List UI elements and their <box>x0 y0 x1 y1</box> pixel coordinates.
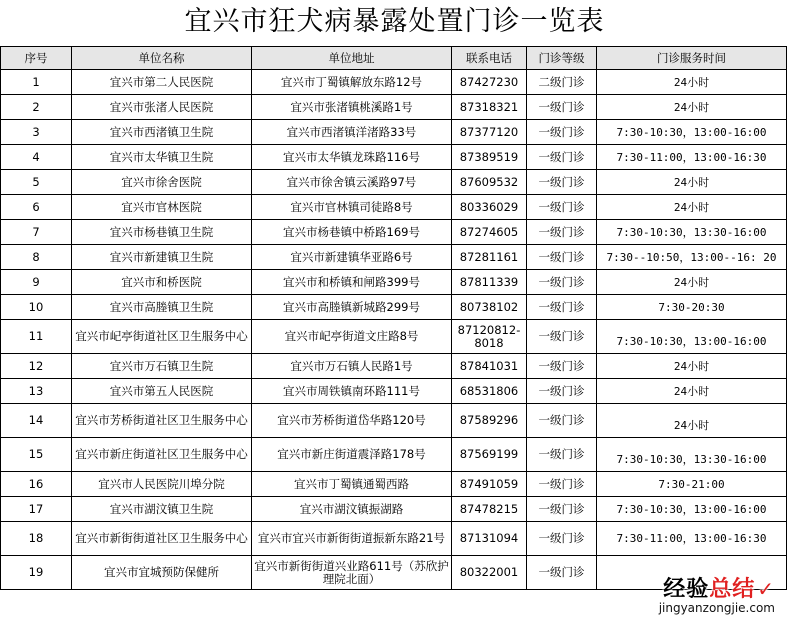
service-hours-text: 7:30-10:30，13:00-16:00 <box>616 125 767 139</box>
unit-name-text: 宜兴市太华镇卫生院 <box>109 149 214 164</box>
clinic-level-text: 二级门诊 <box>538 74 585 89</box>
clinic-level <box>527 497 597 522</box>
unit-address <box>252 195 452 220</box>
unit-name-text: 宜兴市徐舍医院 <box>121 174 202 189</box>
unit-address <box>252 70 452 95</box>
page-title: 宜兴市狂犬病暴露处置门诊一览表 <box>184 6 605 37</box>
table-body <box>1 70 787 590</box>
unit-address-text: 宜兴市丁蜀镇解放东路12号 <box>280 74 423 89</box>
clinic-level <box>527 70 597 95</box>
table-row <box>1 220 787 245</box>
unit-name-text: 宜兴市宜城预防保健所 <box>104 565 219 579</box>
contact-phone <box>452 556 527 590</box>
table-row <box>1 354 787 379</box>
service-hours <box>597 522 787 556</box>
header-hours: 门诊服务时间 <box>597 47 787 70</box>
row-number <box>1 522 72 556</box>
unit-address-text: 宜兴市官林镇司徒路8号 <box>290 199 413 214</box>
row-number <box>1 404 72 438</box>
table-row <box>1 497 787 522</box>
unit-address <box>252 497 452 522</box>
table-row <box>1 522 787 556</box>
table-row <box>1 472 787 497</box>
contact-phone <box>452 320 527 354</box>
table-row <box>1 379 787 404</box>
service-hours-text: 7:30-10:30，13:30-16:00 <box>616 225 767 239</box>
unit-address-text: 宜兴市新建镇华亚路6号 <box>290 249 413 264</box>
contact-phone-text: 87491059 <box>459 476 519 491</box>
header-address: 单位地址 <box>252 47 452 70</box>
clinic-level-text: 一级门诊 <box>538 447 585 461</box>
clinic-level-text: 一级门诊 <box>538 299 585 314</box>
unit-name-text: 宜兴市西渚镇卫生院 <box>109 124 214 139</box>
row-number-text: 8 <box>32 249 40 264</box>
unit-address-text: 宜兴市太华镇龙珠路116号 <box>283 149 420 164</box>
contact-phone-text: 87274605 <box>459 224 519 239</box>
service-hours <box>597 320 787 354</box>
watermark-url: jingyanzongjie.com <box>658 601 775 615</box>
table-row <box>1 145 787 170</box>
clinic-level <box>527 220 597 245</box>
unit-address-text: 宜兴市屺亭街道文庄路8号 <box>284 329 419 343</box>
contact-phone <box>452 354 527 379</box>
clinic-level-text: 一级门诊 <box>538 565 585 579</box>
unit-name-text: 宜兴市杨巷镇卫生院 <box>109 224 214 239</box>
clinic-level-text: 一级门诊 <box>538 501 585 516</box>
header-phone: 联系电话 <box>452 47 527 70</box>
row-number-text: 4 <box>32 149 40 164</box>
service-hours <box>597 195 787 220</box>
service-hours-text: 7:30-21:00 <box>658 477 725 491</box>
service-hours <box>597 70 787 95</box>
table-header-row <box>1 47 787 70</box>
contact-phone <box>452 245 527 270</box>
service-hours <box>597 295 787 320</box>
unit-name-text: 宜兴市高塍镇卫生院 <box>109 299 214 314</box>
service-hours-text: 7:30-11:00，13:00-16:30 <box>616 150 767 164</box>
row-number-text: 3 <box>32 124 40 139</box>
contact-phone <box>452 120 527 145</box>
contact-phone <box>452 438 527 472</box>
unit-address <box>252 145 452 170</box>
contact-phone-text: 87811339 <box>459 274 519 289</box>
contact-phone <box>452 379 527 404</box>
unit-address-text: 宜兴市周铁镇南环路111号 <box>283 383 420 398</box>
table-row <box>1 404 787 438</box>
row-number <box>1 556 72 590</box>
service-hours <box>597 120 787 145</box>
row-number-text: 19 <box>28 565 44 579</box>
unit-address-text: 宜兴市杨巷镇中桥路169号 <box>283 224 420 239</box>
header-name: 单位名称 <box>72 47 252 70</box>
service-hours-text: 24小时 <box>673 359 710 373</box>
table-row <box>1 270 787 295</box>
service-hours <box>597 379 787 404</box>
service-hours <box>597 270 787 295</box>
row-number <box>1 320 72 354</box>
unit-address <box>252 438 452 472</box>
service-hours-text: 7:30-10:30，13:00-16:00 <box>616 502 767 516</box>
row-number <box>1 245 72 270</box>
clinic-level <box>527 404 597 438</box>
unit-address-text: 宜兴市万石镇人民路1号 <box>290 358 413 373</box>
unit-name-text: 宜兴市官林医院 <box>121 199 202 214</box>
unit-address-text: 宜兴市新庄街道震泽路178号 <box>277 447 426 461</box>
service-hours <box>597 404 787 438</box>
row-number-text: 16 <box>28 476 44 491</box>
contact-phone-text: 87427230 <box>459 74 519 89</box>
contact-phone <box>452 404 527 438</box>
unit-name-text: 宜兴市芳桥街道社区卫生服务中心 <box>75 413 248 427</box>
clinic-level-text: 一级门诊 <box>538 199 585 214</box>
unit-address-text: 宜兴市新街街道兴业路611号（苏欣护理院北面） <box>254 558 449 586</box>
clinic-level <box>527 556 597 590</box>
contact-phone-text: 87478215 <box>459 501 519 516</box>
table-row <box>1 320 787 354</box>
clinic-level <box>527 438 597 472</box>
unit-address <box>252 379 452 404</box>
row-number <box>1 195 72 220</box>
service-hours <box>597 220 787 245</box>
unit-name <box>72 120 252 145</box>
clinic-level <box>527 472 597 497</box>
row-number <box>1 438 72 472</box>
row-number <box>1 472 72 497</box>
table-row <box>1 245 787 270</box>
contact-phone-text: 80738102 <box>459 299 519 314</box>
clinic-level-text: 一级门诊 <box>538 329 585 343</box>
contact-phone-text: 87609532 <box>459 174 519 189</box>
service-hours-text: 7:30-20:30 <box>658 300 725 314</box>
clinic-level-text: 一级门诊 <box>538 274 585 289</box>
contact-phone <box>452 170 527 195</box>
row-number-text: 12 <box>28 358 44 373</box>
row-number <box>1 145 72 170</box>
unit-name-text: 宜兴市新街街道社区卫生服务中心 <box>75 531 248 545</box>
clinic-level-text: 一级门诊 <box>538 531 585 545</box>
unit-name <box>72 438 252 472</box>
contact-phone <box>452 145 527 170</box>
clinic-level-text: 一级门诊 <box>538 174 585 189</box>
unit-name-text: 宜兴市屺亭街道社区卫生服务中心 <box>75 329 248 343</box>
service-hours-text: 24小时 <box>673 275 710 289</box>
service-hours-text: 7:30-11:00，13:00-16:30 <box>616 532 767 545</box>
contact-phone-text: 87131094 <box>459 531 519 545</box>
unit-address-text: 宜兴市丁蜀镇通蜀西路 <box>294 476 409 491</box>
row-number-text: 5 <box>32 174 40 189</box>
row-number <box>1 354 72 379</box>
watermark <box>659 572 775 615</box>
contact-phone-text: 68531806 <box>459 383 519 398</box>
unit-address-text: 宜兴市徐舍镇云溪路97号 <box>286 174 417 189</box>
row-number <box>1 120 72 145</box>
service-hours-text: 24小时 <box>673 75 710 89</box>
row-number <box>1 295 72 320</box>
unit-address-text: 宜兴市高塍镇新城路299号 <box>283 299 420 314</box>
clinic-level-text: 一级门诊 <box>538 383 585 398</box>
clinic-level <box>527 270 597 295</box>
unit-address <box>252 245 452 270</box>
row-number <box>1 70 72 95</box>
clinic-level-text: 一级门诊 <box>538 124 585 139</box>
row-number-text: 1 <box>32 74 40 89</box>
contact-phone-text: 87120812-8018 <box>457 322 521 350</box>
clinic-level-text: 一级门诊 <box>538 476 585 491</box>
unit-address <box>252 270 452 295</box>
row-number <box>1 95 72 120</box>
service-hours <box>597 170 787 195</box>
header-no: 序号 <box>1 47 72 70</box>
unit-address <box>252 320 452 354</box>
unit-address-text: 宜兴市和桥镇和闸路399号 <box>283 274 420 289</box>
unit-name-text: 宜兴市张渚人民医院 <box>109 99 214 114</box>
unit-name <box>72 195 252 220</box>
contact-phone-text: 87589296 <box>459 413 519 427</box>
service-hours-text: 7:30-10:30，13:00-16:00 <box>616 335 767 348</box>
contact-phone <box>452 70 527 95</box>
unit-address <box>252 95 452 120</box>
unit-address-text: 宜兴市西渚镇洋渚路33号 <box>286 124 417 139</box>
row-number-text: 9 <box>32 274 40 289</box>
unit-name <box>72 95 252 120</box>
service-hours <box>597 95 787 120</box>
table-row <box>1 295 787 320</box>
clinic-level <box>527 245 597 270</box>
contact-phone-text: 80322001 <box>459 565 519 579</box>
unit-address <box>252 354 452 379</box>
contact-phone-text: 87377120 <box>459 124 519 139</box>
contact-phone <box>452 95 527 120</box>
unit-address-text: 宜兴市湖汶镇振湖路 <box>299 501 404 516</box>
unit-address <box>252 295 452 320</box>
service-hours-text: 7:30-10:30，13:30-16:00 <box>616 453 767 466</box>
unit-address-text: 宜兴市芳桥街道岱华路120号 <box>277 413 426 427</box>
row-number-text: 7 <box>32 224 40 239</box>
unit-name <box>72 522 252 556</box>
row-number-text: 15 <box>28 447 44 461</box>
table-row <box>1 120 787 145</box>
clinic-table <box>0 46 787 590</box>
contact-phone-text: 87841031 <box>459 358 519 373</box>
clinic-level-text: 一级门诊 <box>538 413 585 427</box>
contact-phone-text: 80336029 <box>459 199 519 214</box>
row-number-text: 2 <box>32 99 40 114</box>
row-number <box>1 497 72 522</box>
clinic-level <box>527 295 597 320</box>
unit-name <box>72 145 252 170</box>
service-hours <box>597 472 787 497</box>
clinic-level-text: 一级门诊 <box>538 358 585 373</box>
watermark-logo: 经验总结 ✓ <box>663 577 775 602</box>
contact-phone <box>452 295 527 320</box>
service-hours <box>597 497 787 522</box>
table-row <box>1 195 787 220</box>
service-hours-text: 24小时 <box>673 384 710 398</box>
contact-phone-text: 87389519 <box>459 149 519 164</box>
clinic-level <box>527 120 597 145</box>
unit-name-text: 宜兴市新建镇卫生院 <box>109 249 214 264</box>
row-number-text: 10 <box>28 299 44 314</box>
unit-address <box>252 522 452 556</box>
service-hours-text: 24小时 <box>673 419 710 432</box>
clinic-level <box>527 195 597 220</box>
clinic-level-text: 一级门诊 <box>538 249 585 264</box>
unit-name <box>72 404 252 438</box>
table-row <box>1 170 787 195</box>
unit-name-text: 宜兴市万石镇卫生院 <box>109 358 214 373</box>
unit-name-text: 宜兴市人民医院川埠分院 <box>98 476 225 491</box>
unit-name <box>72 295 252 320</box>
service-hours-text: 24小时 <box>673 175 710 189</box>
contact-phone-text: 87281161 <box>459 249 519 264</box>
row-number-text: 14 <box>28 413 44 427</box>
clinic-level <box>527 320 597 354</box>
contact-phone <box>452 195 527 220</box>
unit-name <box>72 379 252 404</box>
unit-address-text: 宜兴市张渚镇桃溪路1号 <box>290 99 413 114</box>
clinic-level <box>527 170 597 195</box>
row-number <box>1 379 72 404</box>
clinic-level-text: 一级门诊 <box>538 224 585 239</box>
unit-address <box>252 120 452 145</box>
unit-name-text: 宜兴市第二人民医院 <box>109 74 214 89</box>
unit-address <box>252 220 452 245</box>
row-number <box>1 170 72 195</box>
unit-address-text: 宜兴市宜兴市新街街道振新东路21号 <box>257 531 446 545</box>
unit-address <box>252 404 452 438</box>
table-row <box>1 95 787 120</box>
clinic-level <box>527 354 597 379</box>
clinic-level-text: 一级门诊 <box>538 149 585 164</box>
row-number-text: 18 <box>28 531 44 545</box>
unit-name <box>72 497 252 522</box>
unit-address <box>252 556 452 590</box>
unit-name <box>72 245 252 270</box>
clinic-level <box>527 95 597 120</box>
row-number-text: 13 <box>28 383 44 398</box>
unit-name <box>72 354 252 379</box>
table-row <box>1 438 787 472</box>
clinic-level <box>527 522 597 556</box>
clinic-level <box>527 145 597 170</box>
unit-address <box>252 472 452 497</box>
contact-phone <box>452 522 527 556</box>
contact-phone-text: 87569199 <box>459 447 519 461</box>
contact-phone-text: 87318321 <box>459 99 519 114</box>
service-hours-text: 24小时 <box>673 100 710 114</box>
clinic-level <box>527 379 597 404</box>
unit-name-text: 宜兴市湖汶镇卫生院 <box>109 501 214 516</box>
unit-name <box>72 472 252 497</box>
row-number-text: 6 <box>32 199 40 214</box>
header-level: 门诊等级 <box>527 47 597 70</box>
unit-name <box>72 270 252 295</box>
unit-name-text: 宜兴市第五人民医院 <box>109 383 214 398</box>
row-number-text: 11 <box>28 329 44 343</box>
row-number <box>1 220 72 245</box>
clinic-level-text: 一级门诊 <box>538 99 585 114</box>
service-hours-text: 24小时 <box>673 200 710 214</box>
unit-name-text: 宜兴市新庄街道社区卫生服务中心 <box>75 447 248 461</box>
unit-name <box>72 556 252 590</box>
service-hours <box>597 354 787 379</box>
service-hours-text: 7:30--10:50，13:00--16: 20 <box>606 250 777 264</box>
service-hours <box>597 145 787 170</box>
contact-phone <box>452 270 527 295</box>
unit-name <box>72 220 252 245</box>
unit-address <box>252 170 452 195</box>
unit-name <box>72 320 252 354</box>
unit-name <box>72 170 252 195</box>
unit-name <box>72 70 252 95</box>
service-hours <box>597 245 787 270</box>
contact-phone <box>452 497 527 522</box>
row-number-text: 17 <box>28 501 44 516</box>
unit-name-text: 宜兴市和桥医院 <box>121 274 202 289</box>
row-number <box>1 270 72 295</box>
table-row <box>1 70 787 95</box>
contact-phone <box>452 220 527 245</box>
contact-phone <box>452 472 527 497</box>
service-hours <box>597 438 787 472</box>
